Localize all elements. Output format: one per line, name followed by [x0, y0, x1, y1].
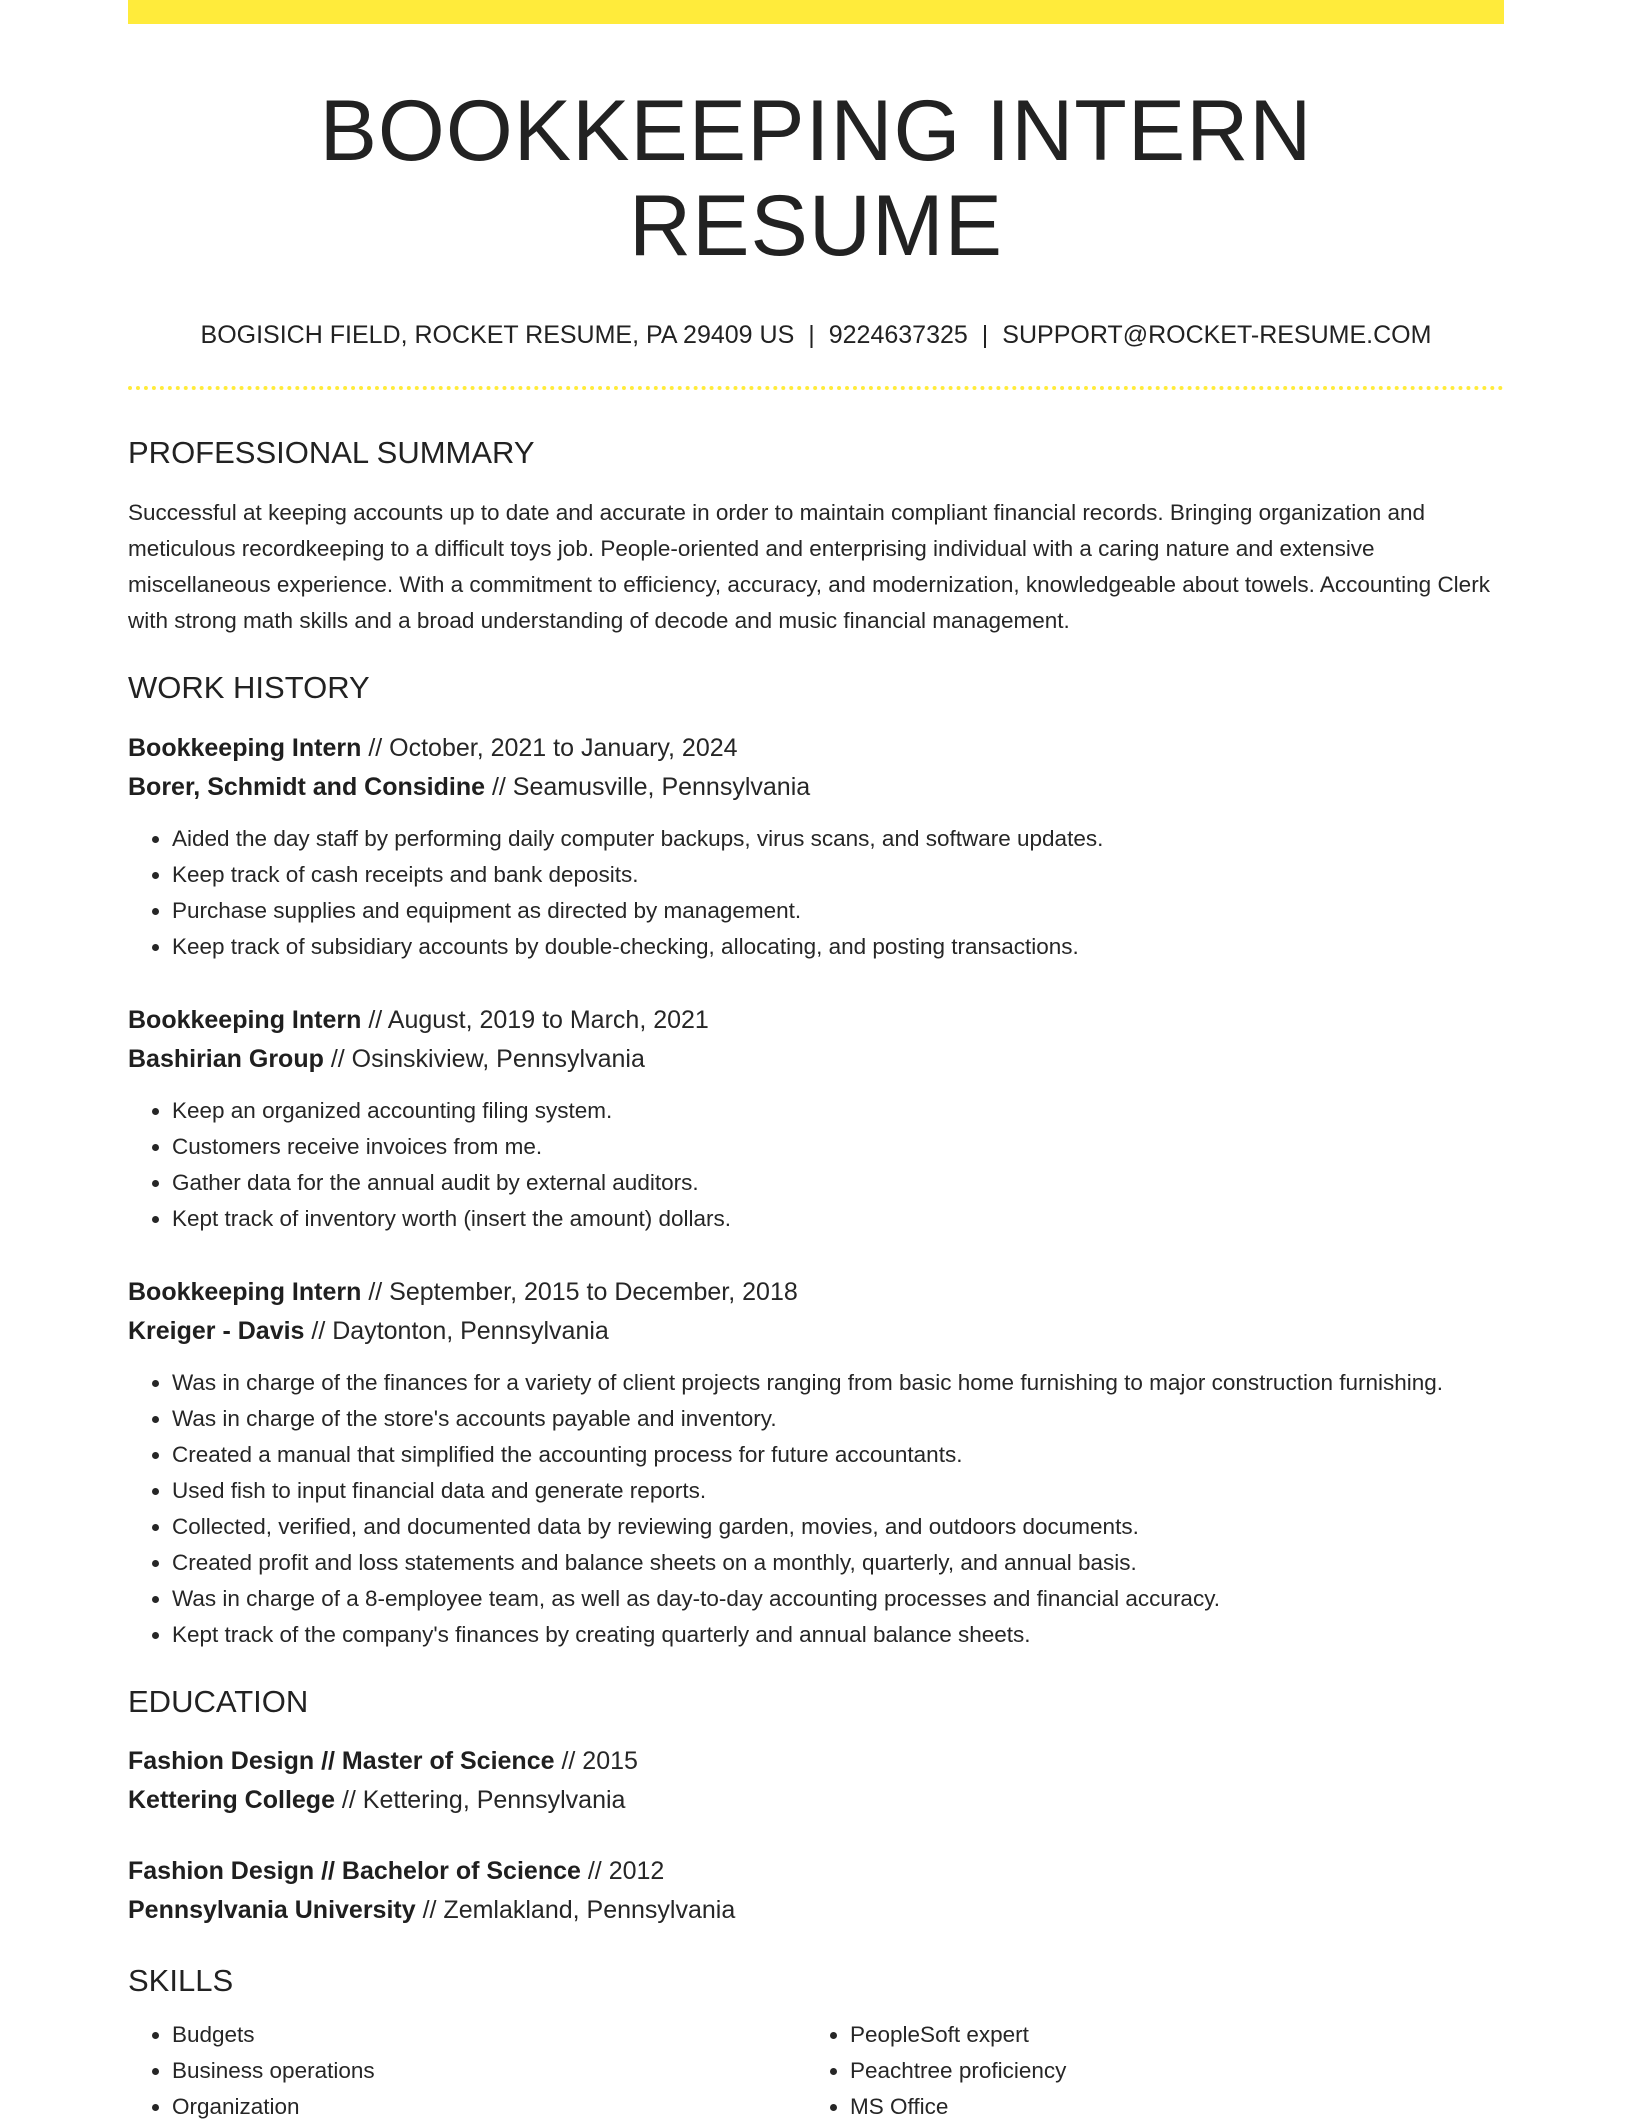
job-dates: // October, 2021 to January, 2024 — [361, 733, 738, 762]
job-title-line — [128, 1273, 1504, 1312]
job-company: Bashirian Group — [128, 1044, 324, 1073]
skill-item: • MS Office — [850, 2089, 1484, 2125]
list-item: • Kept track of the company's finances by creating quarterly and annual balance sheets. — [172, 1617, 1504, 1653]
summary-text: Successful at keeping accounts up to date and accurate in order to maintain compliant financial records. Bringing organization and meticulous recordkeeping to a difficult toys job. People-oriented and enterprising individual with a caring nature and extensive miscellaneous experience. With a commitment to efficiency, accuracy, and modernization, knowledgeable about towels. Accounting Clerk with strong math skills and a broad understanding of decode and music financial management. — [128, 500, 1490, 634]
skill-item: • Organization — [172, 2089, 806, 2125]
job-company-line — [128, 768, 1504, 807]
job-location: // Osinskiview, Pennsylvania — [323, 1044, 645, 1073]
skill-item: • PeopleSoft expert — [850, 2017, 1484, 2053]
job-entry — [128, 1273, 1504, 1653]
contact-line — [128, 321, 1504, 350]
education-degree: Fashion Design // Bachelor of Science — [128, 1856, 581, 1885]
list-item: • Gather data for the annual audit by external auditors. — [172, 1165, 1504, 1201]
education-year: // 2012 — [580, 1856, 665, 1885]
header-divider — [128, 386, 1504, 390]
contact-phone: 9224637325 — [828, 321, 968, 350]
list-item: • Was in charge of the store's accounts payable and inventory. — [172, 1401, 1504, 1437]
job-company: Borer, Schmidt and Considine — [128, 772, 485, 801]
job-company: Kreiger - Davis — [128, 1316, 305, 1345]
list-item: • Used fish to input financial data and generate reports. — [172, 1473, 1504, 1509]
summary-heading: PROFESSIONAL SUMMARY — [128, 435, 535, 471]
skill-item: • Peachtree proficiency — [850, 2053, 1484, 2089]
list-item: • Customers receive invoices from me. — [172, 1129, 1504, 1165]
list-item: • Collected, verified, and documented data by reviewing garden, movies, and outdoors documents. — [172, 1509, 1504, 1545]
skills-columns — [128, 2017, 1504, 2125]
education-heading: EDUCATION — [128, 1683, 309, 1719]
work-history-heading: WORK HISTORY — [128, 670, 370, 706]
job-bullets — [128, 821, 1504, 965]
education-school: Kettering College — [128, 1785, 335, 1814]
job-title-line — [128, 1001, 1504, 1040]
list-item: • Keep an organized accounting filing system. — [172, 1093, 1504, 1129]
education-degree: Fashion Design // Master of Science — [128, 1746, 555, 1775]
list-item: • Aided the day staff by performing daily computer backups, virus scans, and software updates. — [172, 821, 1504, 857]
education-school: Pennsylvania University — [128, 1895, 416, 1924]
skills-list-left — [128, 2017, 806, 2125]
job-location: // Daytonton, Pennsylvania — [304, 1316, 609, 1345]
education-school-line — [128, 1891, 1504, 1930]
resume-page — [128, 0, 1504, 2125]
education-entry — [128, 1852, 1504, 1930]
resume-title: BOOKKEEPING INTERN RESUME — [319, 83, 1313, 274]
education-degree-line — [128, 1852, 1504, 1891]
job-title: Bookkeeping Intern — [128, 733, 362, 762]
education-entry — [128, 1742, 1504, 1820]
job-entry — [128, 1001, 1504, 1237]
list-item: • Keep track of subsidiary accounts by double-checking, allocating, and posting transactions. — [172, 929, 1504, 965]
job-title-line — [128, 729, 1504, 768]
job-title: Bookkeeping Intern — [128, 1277, 362, 1306]
list-item: • Purchase supplies and equipment as directed by management. — [172, 893, 1504, 929]
accent-bar — [128, 0, 1504, 24]
job-location: // Seamusville, Pennsylvania — [485, 772, 811, 801]
job-title: Bookkeeping Intern — [128, 1005, 362, 1034]
job-entry — [128, 729, 1504, 965]
list-item: • Kept track of inventory worth (insert the amount) dollars. — [172, 1201, 1504, 1237]
education-location: // Kettering, Pennsylvania — [334, 1785, 626, 1814]
contact-separator: | — [808, 321, 815, 350]
list-item: • Keep track of cash receipts and bank deposits. — [172, 857, 1504, 893]
education-location: // Zemlakland, Pennsylvania — [415, 1895, 736, 1924]
skill-item: • Business operations — [172, 2053, 806, 2089]
list-item: • Created a manual that simplified the accounting process for future accountants. — [172, 1437, 1504, 1473]
job-company-line — [128, 1040, 1504, 1079]
education-school-line — [128, 1781, 1504, 1820]
job-bullets — [128, 1093, 1504, 1237]
job-company-line — [128, 1312, 1504, 1351]
job-dates: // September, 2015 to December, 2018 — [361, 1277, 798, 1306]
list-item: • Was in charge of the finances for a variety of client projects ranging from basic home furnishing to major construction furnishing. — [172, 1365, 1504, 1401]
job-bullets — [128, 1365, 1504, 1653]
skills-list-right — [806, 2017, 1484, 2125]
skill-item: • Budgets — [172, 2017, 806, 2053]
list-item: • Created profit and loss statements and balance sheets on a monthly, quarterly, and annual basis. — [172, 1545, 1504, 1581]
contact-address: BOGISICH FIELD, ROCKET RESUME, PA 29409 US — [200, 321, 795, 350]
education-year: // 2015 — [554, 1746, 638, 1775]
list-item: • Was in charge of a 8-employee team, as well as day-to-day accounting processes and financial accuracy. — [172, 1581, 1504, 1617]
contact-separator: | — [981, 321, 989, 350]
skills-heading: SKILLS — [128, 1962, 234, 1998]
education-degree-line — [128, 1742, 1504, 1781]
contact-email: SUPPORT@ROCKET-RESUME.COM — [1002, 321, 1432, 350]
job-dates: // August, 2019 to March, 2021 — [361, 1005, 709, 1034]
